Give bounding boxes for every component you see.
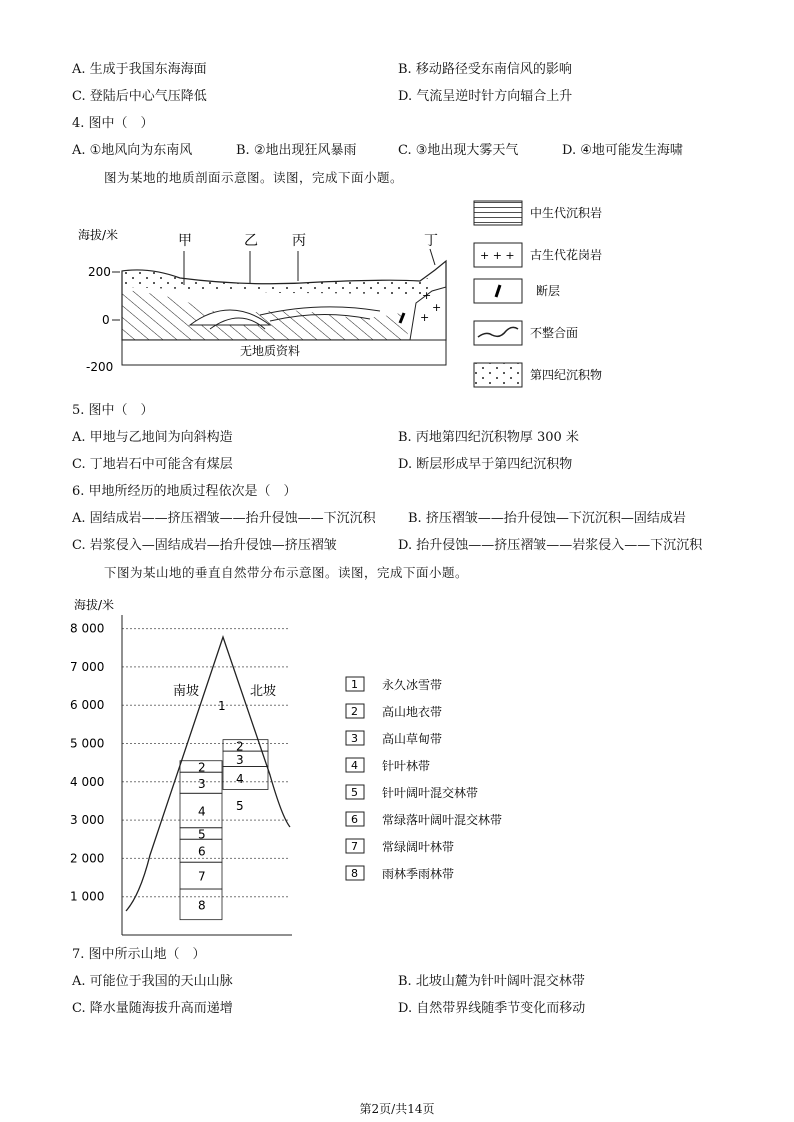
mtn-ytick: 2 000 [70,851,105,866]
north-zone-number: 3 [236,752,244,767]
q3-option-c: C. 登陆后中心气压降低 [72,89,207,104]
south-zone-number: 3 [198,776,206,791]
no-data-label: 无地质资料 [240,344,301,358]
q7-option-b: B. 北坡山麓为针叶阔叶混交林带 [398,974,585,989]
south-zone-number: 8 [198,898,206,913]
legend-number: 2 [351,705,358,718]
geo-ytick-200: 200 [88,265,111,279]
legend-unconformity: 不整合面 [530,326,579,340]
place-ding: 丁 [424,233,438,249]
legend-label: 高山草甸带 [382,732,443,746]
q4-option-a: A. ①地风向为东南风 [72,143,193,158]
q7-option-d: D. 自然带界线随季节变化而移动 [398,1001,586,1016]
geo-legend [474,201,602,387]
q4-stem: 4. 图中（ ） [72,116,154,131]
q5-option-a: A. 甲地与乙地间为向斜构造 [72,430,233,445]
q5-stem: 5. 图中（ ） [72,403,154,418]
svg-text:+: + [420,311,430,324]
mtn-ytick: 8 000 [70,621,105,636]
q3-option-a: A. 生成于我国东海海面 [72,62,207,77]
legend-label: 永久冰雪带 [382,678,443,692]
q4-option-d: D. ④地可能发生海啸 [562,143,683,158]
south-zone-number: 5 [198,827,206,842]
q5-option-b: B. 丙地第四纪沉积物厚 300 米 [398,430,579,445]
q7-option-c: C. 降水量随海拔升高而递增 [72,1001,233,1016]
q6-option-c: C. 岩浆侵入—固结成岩—抬升侵蚀—挤压褶皱 [72,538,337,553]
legend-quaternary: 第四纪沉积物 [530,368,603,382]
q5-option-c: C. 丁地岩石中可能含有煤层 [72,457,233,472]
north-zone-number: 5 [236,798,244,813]
place-bing: 丙 [292,233,306,249]
mtn-ytick: 5 000 [70,736,105,751]
page-footer: 第2页/共14页 [359,1102,435,1116]
q3-option-b: B. 移动路径受东南信风的影响 [398,62,572,77]
mtn-ylabel: 海拔/米 [74,598,115,612]
mtn-ytick: 4 000 [70,774,105,789]
legend-number: 3 [351,732,358,745]
north-zone-number: 4 [236,771,244,786]
legend-label: 常绿阔叶林带 [382,840,455,854]
geologic-profile-figure [60,195,630,390]
north-zone-number: 2 [236,739,244,754]
north-slope-label: 北坡 [250,684,277,699]
north-zone-band [223,751,268,766]
south-zone-number: 2 [198,760,206,775]
south-zone-number: 4 [198,804,206,819]
legend-label: 针叶阔叶混交林带 [382,786,479,800]
legend-number: 8 [351,867,358,880]
north-zone-band [223,766,268,789]
q6-option-d: D. 抬升侵蚀——挤压褶皱——岩浆侵入——下沉沉积 [398,538,703,553]
q6-option-b: B. 挤压褶皱——抬升侵蚀—下沉沉积—固结成岩 [408,511,686,526]
q6-option-a: A. 固结成岩——挤压褶皱——抬升侵蚀——下沉沉积 [72,511,376,526]
mountain-legend [346,677,502,881]
mtn-ytick: 7 000 [70,659,105,674]
place-jia: 甲 [178,233,192,249]
legend-mesozoic: 中生代沉积岩 [530,206,603,220]
geo-ytick-0: 0 [102,313,110,327]
svg-text:+ + +: + + + [480,249,515,262]
south-zone-number: 7 [198,869,206,884]
intro-mountain: 下图为某山地的垂直自然带分布示意图。读图，完成下面小题。 [104,565,469,580]
legend-granite: 古生代花岗岩 [530,248,603,262]
legend-label: 针叶林带 [382,759,431,773]
mtn-ytick: 3 000 [70,813,105,828]
q3-option-d: D. 气流呈逆时针方向辐合上升 [398,89,573,104]
place-yi: 乙 [244,233,258,249]
q5-option-d: D. 断层形成早于第四纪沉积物 [398,457,573,472]
q6-stem: 6. 甲地所经历的地质过程依次是（ ） [72,484,297,499]
legend-number: 6 [351,813,358,826]
q7-stem: 7. 图中所示山地（ ） [72,947,206,962]
legend-label: 常绿落叶阔叶混交林带 [382,813,503,827]
legend-number: 4 [351,759,358,772]
q7-option-a: A. 可能位于我国的天山山脉 [72,974,233,989]
intro-geology: 图为某地的地质剖面示意图。读图，完成下面小题。 [104,170,404,185]
q4-option-c: C. ③地出现大雾天气 [398,143,519,158]
mtn-ytick: 6 000 [70,698,105,713]
mountain-zone-figure [60,595,510,940]
geo-ytick-neg200: -200 [86,360,114,374]
q4-option-b: B. ②地出现狂风暴雨 [236,143,357,158]
zone-1-number: 1 [218,699,226,714]
legend-number: 1 [351,678,358,691]
legend-fault: 断层 [536,284,561,298]
legend-label: 高山地衣带 [382,705,443,719]
geo-ylabel: 海拔/米 [78,228,119,242]
south-zone-number: 6 [198,844,206,859]
mtn-ytick: 1 000 [70,889,105,904]
legend-label: 雨林季雨林带 [382,867,455,881]
svg-text:+: + [422,289,432,302]
legend-number: 5 [351,786,358,799]
svg-text:+: + [432,301,442,314]
legend-number: 7 [351,840,358,853]
south-slope-label: 南坡 [173,684,200,699]
